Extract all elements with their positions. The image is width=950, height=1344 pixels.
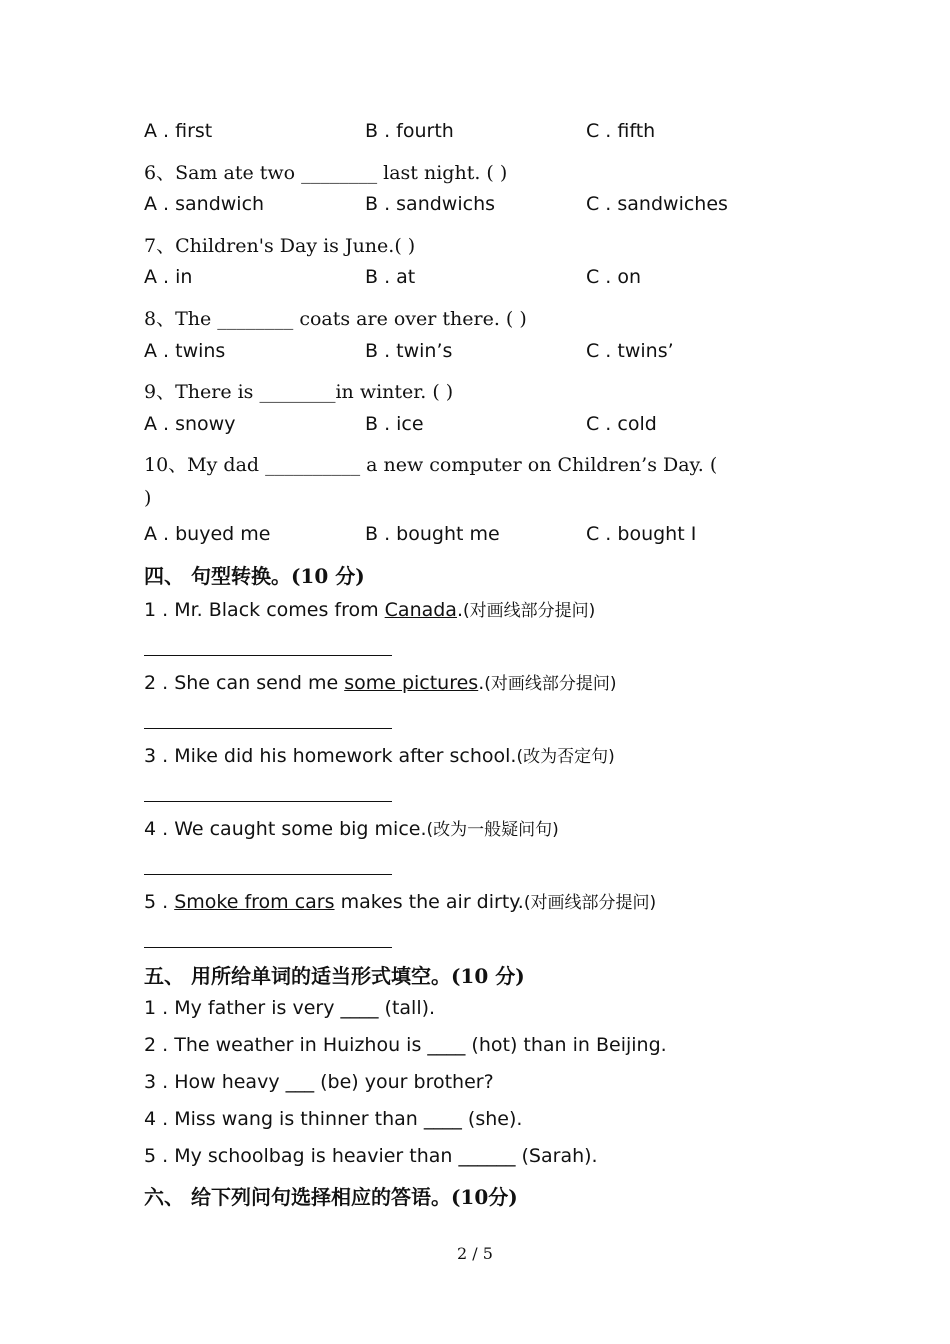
q6-stem: 6、Sam ate two ________ last night. ( ) [144,162,508,184]
s5-item-4: 4 . Miss wang is thinner than ____ (she). [144,1108,523,1130]
q9-option-a: A . snowy [144,413,236,435]
q6-option-a: A . sandwich [144,193,265,215]
q8-option-b: B . twin’s [365,340,453,362]
s4-item-5-text: 5 . [144,891,175,913]
s4-item-1 [144,596,595,621]
s4-item-2-underlined: some pictures [344,672,479,694]
q9-stem: 9、There is ________in winter. ( ) [144,381,454,403]
q8-option-c: C . twins’ [586,340,674,362]
q6-option-c: C . sandwiches [586,193,728,215]
q7-stem: 7、Children's Day is June.( ) [144,235,416,257]
s5-item-3: 3 . How heavy ___ (be) your brother? [144,1071,494,1093]
answer-line-4[interactable] [144,874,392,875]
answer-line-5[interactable] [144,947,392,948]
q9-option-b: B . ice [365,413,424,435]
s4-item-2 [144,669,617,694]
s5-item-5: 5 . My schoolbag is heavier than ______ (Sarah). [144,1145,598,1167]
s4-item-1-post: . [456,599,464,621]
s5-item-1: 1 . My father is very ____ (tall). [144,997,436,1019]
s4-item-4 [144,815,559,840]
answer-line-1[interactable] [144,655,392,656]
s4-item-2-text: 2 . She can send me [144,672,345,694]
answer-line-3[interactable] [144,801,392,802]
q9-option-c: C . cold [586,413,657,435]
s4-item-4-note: (改为一般疑问句) [426,820,559,840]
q8-stem: 8、The ________ coats are over there. ( ) [144,308,527,330]
q10-option-c: C . bought I [586,523,697,545]
s4-item-2-post: . [478,672,485,694]
s4-item-1-text: 1 . Mr. Black comes from [144,599,385,621]
q10-stem: 10、My dad __________ a new computer on Children’s Day. ( [144,454,718,476]
q8-option-a: A . twins [144,340,226,362]
s4-item-5-note: (对画线部分提问) [523,893,657,913]
section6-title: 六、 给下列问句选择相应的答语。(10分) [144,1185,518,1209]
q10-option-b: B . bought me [365,523,500,545]
s4-item-3-note: (改为否定句) [516,747,615,767]
section5-title: 五、 用所给单词的适当形式填空。(10 分) [144,964,525,988]
s4-item-1-underlined: Canada [384,599,457,621]
s4-item-1-note: (对画线部分提问) [463,601,596,621]
q10-option-a: A . buyed me [144,523,271,545]
section4-title: 四、 句型转换。(10 分) [144,564,365,588]
answer-line-2[interactable] [144,728,392,729]
q5-option-c: C . fifth [586,120,656,142]
s5-item-2: 2 . The weather in Huizhou is ____ (hot) than in Beijing. [144,1034,667,1056]
s4-item-3 [144,742,615,767]
s4-item-5-post: makes the air dirty. [334,891,524,913]
q7-option-b: B . at [365,266,416,288]
s4-item-5 [144,888,656,913]
q5-option-b: B . fourth [365,120,454,142]
s4-item-4-text: 4 . We caught some big mice. [144,818,427,840]
q5-option-a: A . first [144,120,213,142]
q10-stem-continued: ) [144,487,152,509]
q7-option-a: A . in [144,266,193,288]
s4-item-5-underlined: Smoke from cars [174,891,335,913]
page-number: 2 / 5 [457,1244,493,1263]
q6-option-b: B . sandwichs [365,193,496,215]
s4-item-2-note: (对画线部分提问) [484,674,617,694]
s4-item-3-text: 3 . Mike did his homework after school. [144,745,517,767]
q7-option-c: C . on [586,266,642,288]
